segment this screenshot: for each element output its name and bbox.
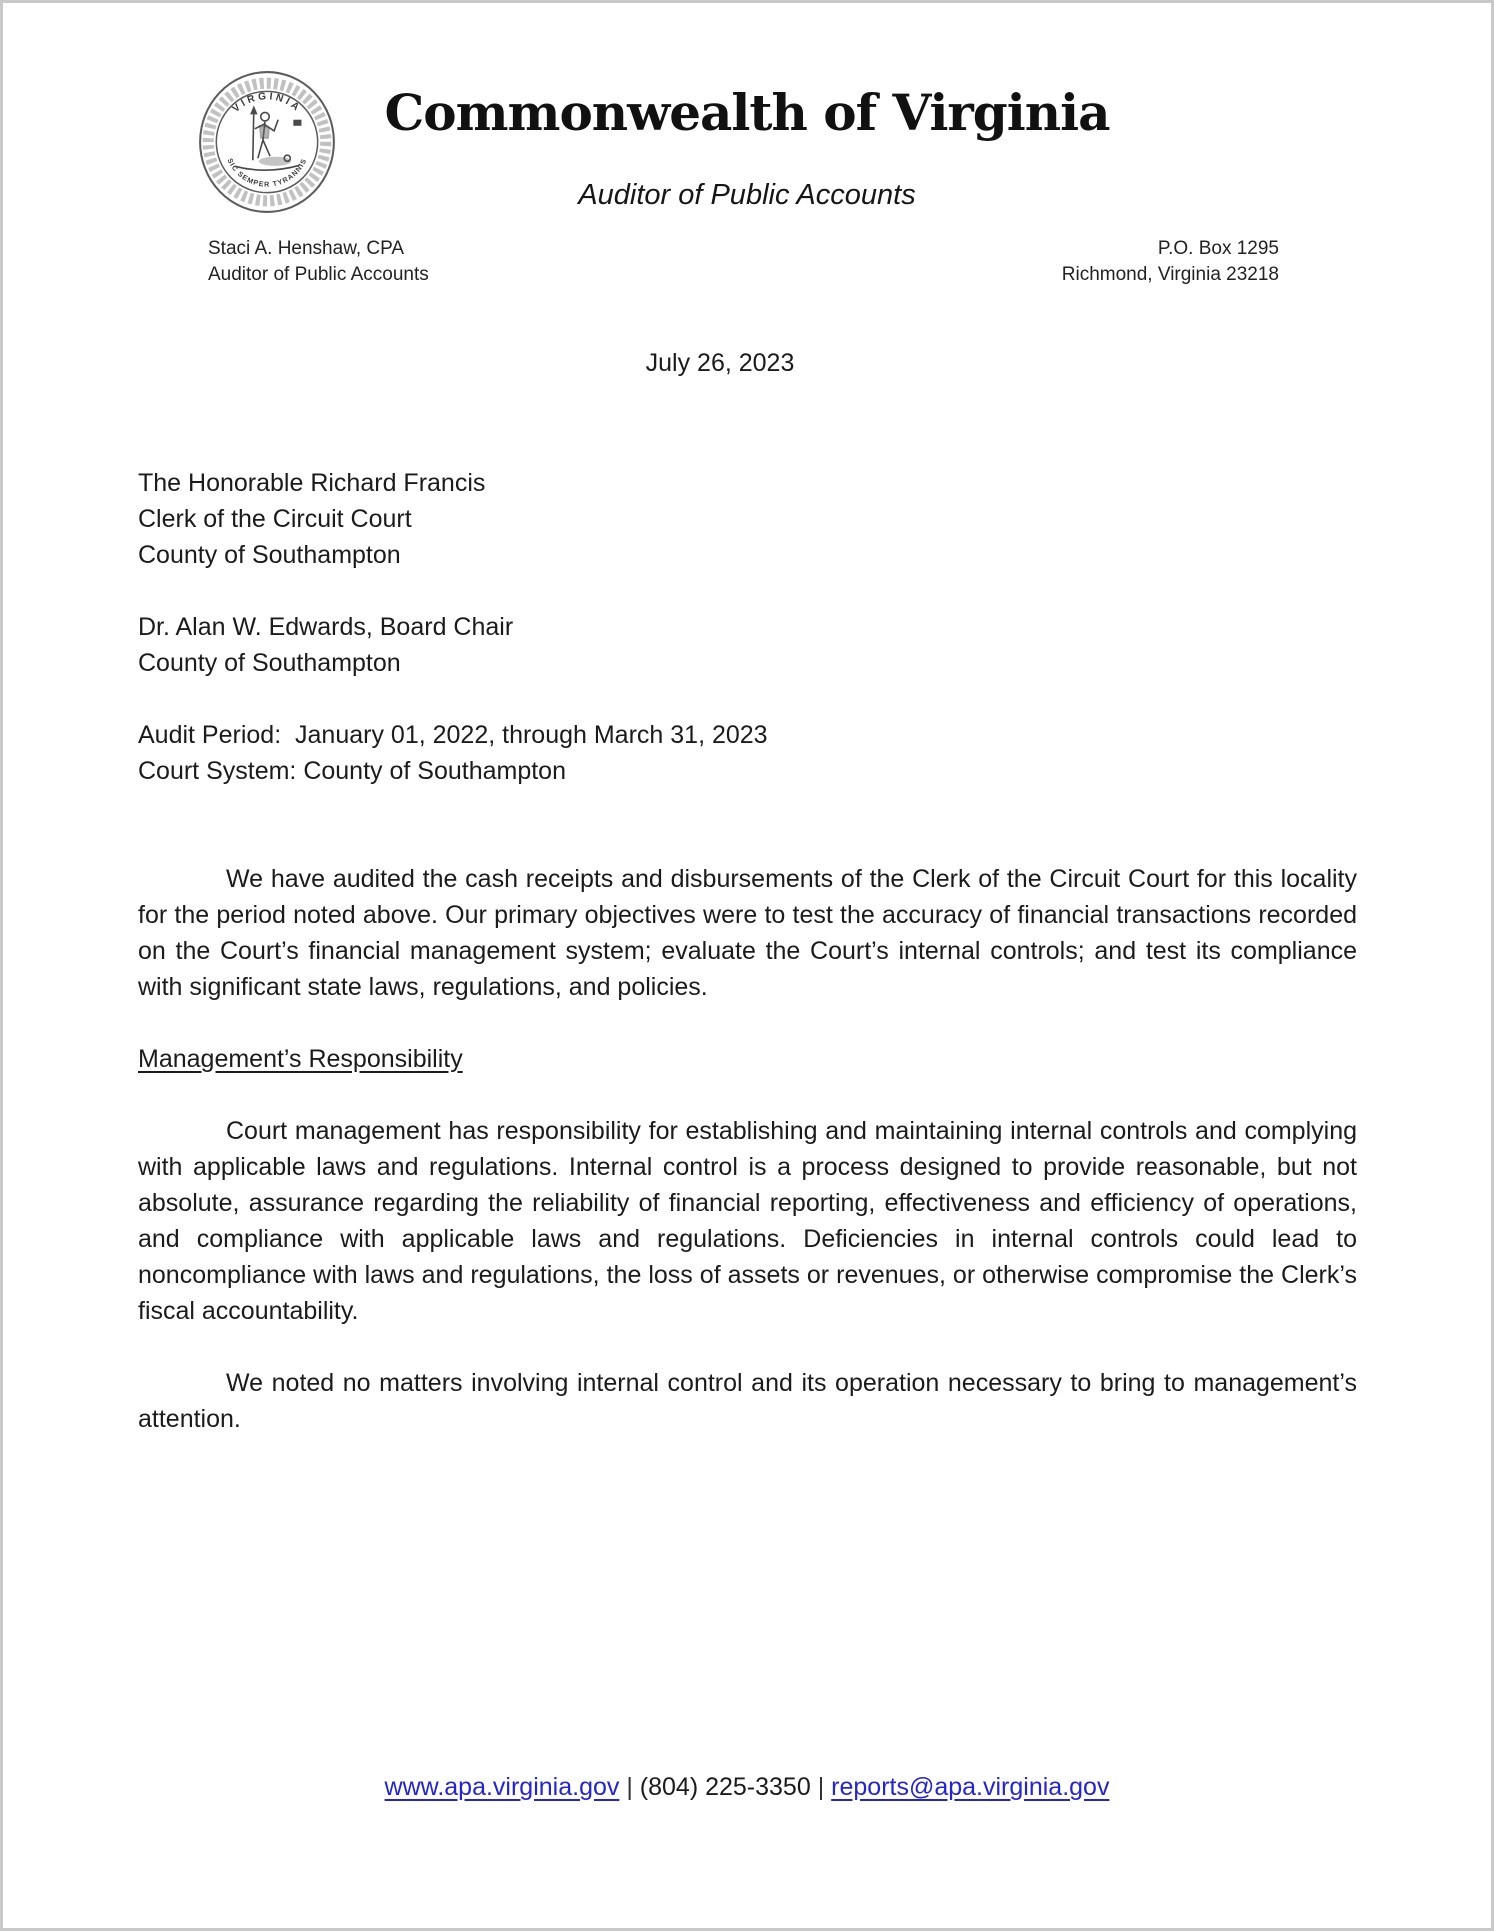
recipient-line: County of Southampton	[138, 649, 401, 677]
letterhead-official-block	[208, 236, 429, 288]
recipient-line: Dr. Alan W. Edwards, Board Chair	[138, 613, 514, 641]
po-box-line: P.O. Box 1295	[1157, 238, 1279, 259]
section-heading-managements-responsibility: Management’s Responsibility	[138, 1045, 463, 1073]
audit-period-line: Audit Period: January 01, 2022, through March 31, 2023	[138, 721, 768, 749]
recipient-line: Clerk of the Circuit Court	[138, 505, 412, 533]
letterhead-title: Commonwealth of Virginia	[384, 83, 1110, 142]
recipient-line: County of Southampton	[138, 541, 401, 569]
recipient-block-1	[138, 465, 1357, 573]
recipient-line: The Honorable Richard Francis	[138, 469, 486, 497]
recipient-block-2	[138, 609, 1357, 681]
website-link[interactable]: www.apa.virginia.gov	[384, 1773, 620, 1801]
paragraph-management-responsibility: Court management has responsibility for establishing and maintaining internal controls and complying with applicable laws and regulations. Internal control is a process designed to provide reasonable, but not absolute, assurance regarding the reliability of financial reporting, effectiveness and efficiency of operations, and compliance with applicable laws and regulations. Deficiencies in internal controls could lead to noncompliance with laws and regulations, the loss of assets or revenues, or otherwise compromise the Clerk’s fiscal accountability.	[138, 1117, 1357, 1325]
letter-body	[138, 465, 1357, 1437]
paragraph-no-matters-noted: We noted no matters involving internal control and its operation necessary to bring to management’s attention.	[138, 1369, 1357, 1433]
letter-footer	[3, 1773, 1491, 1802]
letterhead-address-block	[1062, 236, 1279, 288]
paragraph-audit-scope: We have audited the cash receipts and disbursements of the Clerk of the Circuit Court for this locality for the period noted above. Our primary objectives were to test the accuracy of financial transactions recorded on the Court’s financial management system; evaluate the Court’s internal controls; and test its compliance with significant state laws, regulations, and policies.	[138, 865, 1357, 1001]
email-link[interactable]: reports@apa.virginia.gov	[831, 1773, 1110, 1801]
official-name: Staci A. Henshaw, CPA	[208, 238, 405, 259]
footer-separator: |	[817, 1773, 825, 1801]
seal-bottom-text: SIC SEMPER TYRANNIS	[225, 157, 309, 189]
footer-separator: |	[626, 1773, 633, 1801]
letter-date: July 26, 2023	[645, 349, 795, 377]
letterhead-subtitle: Auditor of Public Accounts	[578, 179, 916, 211]
phone-number: (804) 225-3350	[639, 1773, 811, 1801]
city-state-zip-line: Richmond, Virginia 23218	[1061, 264, 1279, 285]
seal-top-text: VIRGINIA	[230, 91, 304, 115]
official-title: Auditor of Public Accounts	[208, 264, 429, 285]
audit-reference-block	[138, 717, 1357, 789]
court-system-line: Court System: County of Southampton	[138, 757, 566, 785]
